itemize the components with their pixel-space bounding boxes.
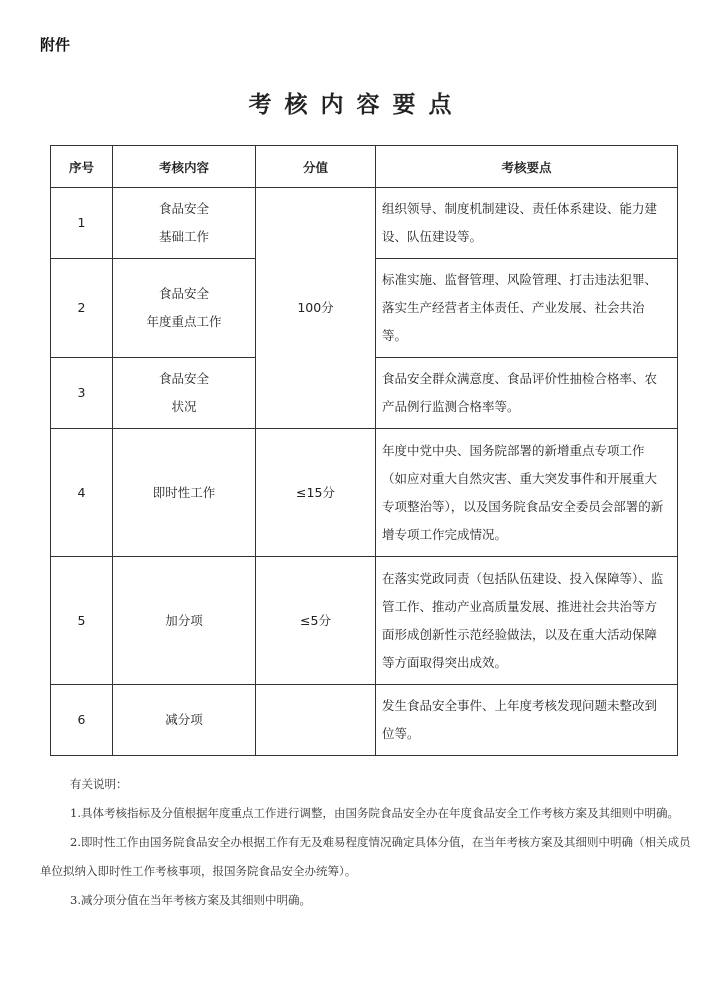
row-points: 发生食品安全事件、上年度考核发现问题未整改到位等。 <box>376 685 678 756</box>
note-item: 3.减分项分值在当年考核方案及其细则中明确。 <box>70 893 311 907</box>
row-number: 4 <box>51 429 113 557</box>
row-points: 组织领导、制度机制建设、责任体系建设、能力建设、队伍建设等。 <box>376 188 678 259</box>
row-content: 减分项 <box>113 685 256 756</box>
row-points: 食品安全群众满意度、食品评价性抽检合格率、农产品例行监测合格率等。 <box>376 358 678 429</box>
column-header-points: 考核要点 <box>376 146 678 188</box>
content-line: 食品安全 <box>158 201 209 216</box>
note-item: 2.即时性工作由国务院食品安全办根据工作有无及难易程度情况确定具体分值，在当年考核方案及其细则中明确（相关成员单位拟纳入即时性工作考核事项，报国务院食品安全办统筹）。 <box>40 835 691 878</box>
attachment-label: 附件 <box>40 36 71 54</box>
row-points: 年度中党中央、国务院部署的新增重点专项工作（如应对重大自然灾害、重大突发事件和开展重大专项整治等），以及国务院食品安全委员会部署的新增专项工作完成情况。 <box>376 429 678 557</box>
row-number: 6 <box>51 685 113 756</box>
row-number: 3 <box>51 358 113 429</box>
row-score: ≤5分 <box>256 557 376 685</box>
content-line: 食品安全 <box>158 286 209 301</box>
row-content <box>113 259 256 358</box>
row-number: 1 <box>51 188 113 259</box>
row-number: 2 <box>51 259 113 358</box>
row-score <box>256 685 376 756</box>
column-header-content: 考核内容 <box>113 146 256 188</box>
row-content <box>113 188 256 259</box>
table-row <box>51 429 678 557</box>
table-row <box>51 557 678 685</box>
row-points: 在落实党政同责（包括队伍建设、投入保障等）、监管工作、推动产业高质量发展、推进社会共治等方面形成创新性示范经验做法，以及在重大活动保障等方面取得突出成效。 <box>376 557 678 685</box>
content-line: 年度重点工作 <box>146 314 222 329</box>
document-title: 考核内容要点 <box>248 91 465 118</box>
row-score: ≤15分 <box>256 429 376 557</box>
column-header-number: 序号 <box>51 146 113 188</box>
row-number: 5 <box>51 557 113 685</box>
column-header-score: 分值 <box>256 146 376 188</box>
row-content: 加分项 <box>113 557 256 685</box>
content-line: 基础工作 <box>158 229 209 244</box>
row-content <box>113 358 256 429</box>
content-line: 状况 <box>171 399 197 414</box>
table-header-row <box>51 146 678 188</box>
notes-section <box>40 770 692 915</box>
row-points: 标准实施、监督管理、风险管理、打击违法犯罪、落实生产经营者主体责任、产业发展、社会共治等。 <box>376 259 678 358</box>
content-line: 食品安全 <box>158 371 209 386</box>
notes-heading: 有关说明： <box>70 777 128 791</box>
note-item: 1.具体考核指标及分值根据年度重点工作进行调整，由国务院食品安全办在年度食品安全工作考核方案及其细则中明确。 <box>70 806 679 820</box>
table-row <box>51 188 678 259</box>
table-row <box>51 685 678 756</box>
row-content: 即时性工作 <box>113 429 256 557</box>
merged-score-cell: 100分 <box>256 188 376 429</box>
assessment-table <box>50 145 678 756</box>
